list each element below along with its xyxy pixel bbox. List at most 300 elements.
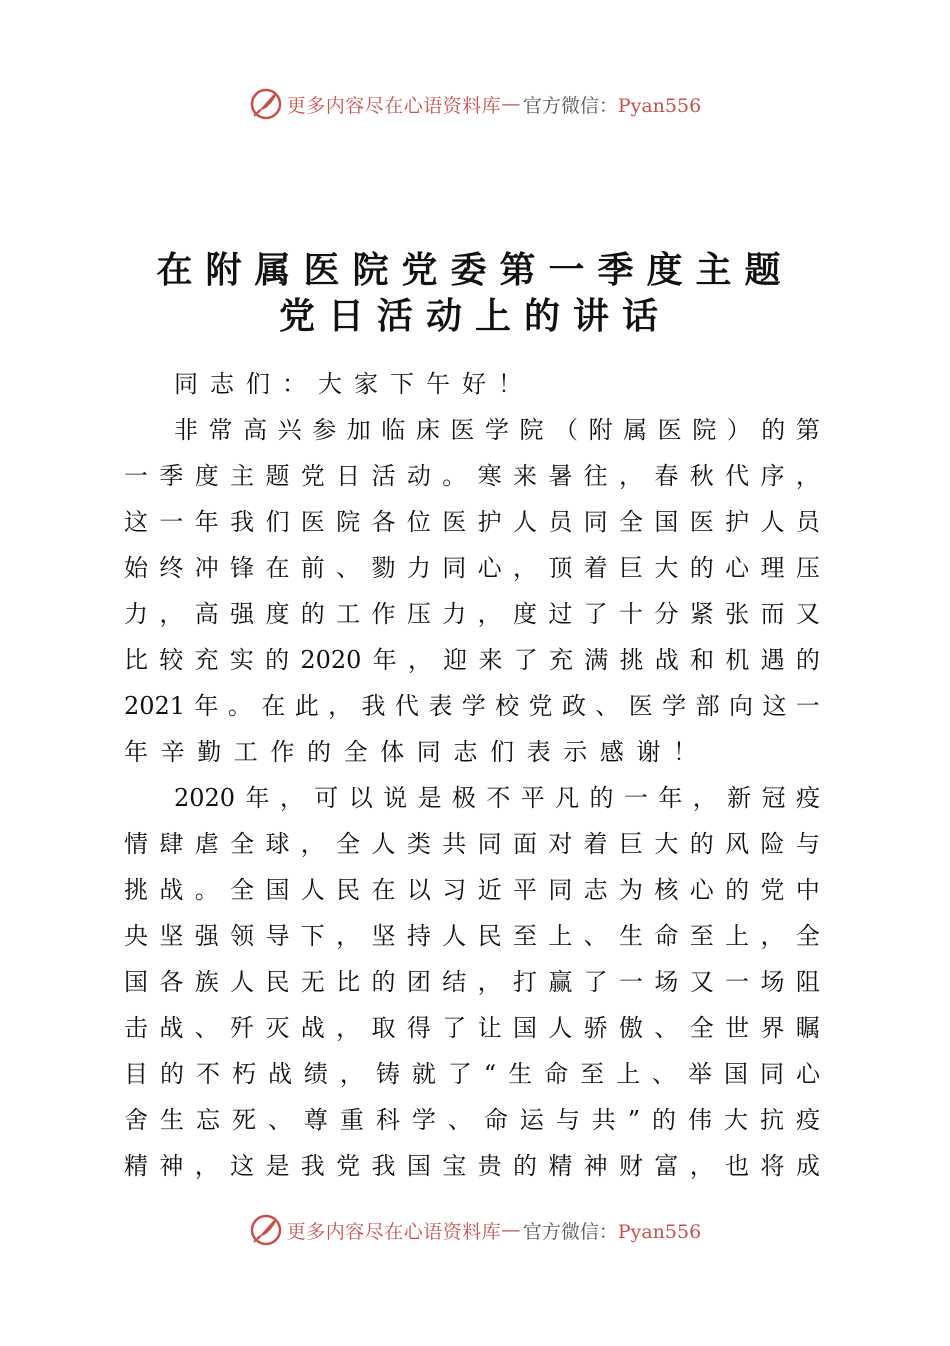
body-char: 精 — [548, 1152, 573, 1180]
body-char: 附 — [588, 416, 613, 444]
body-char: 这 — [762, 692, 787, 720]
body-char: 国 — [654, 508, 679, 536]
body-char: 的 — [795, 646, 820, 674]
body-char: 同 — [548, 876, 573, 904]
body-char: 了 — [583, 600, 608, 628]
body-char: 的 — [512, 1152, 537, 1180]
body-char: 们 — [265, 508, 290, 536]
body-char: 肆 — [159, 830, 184, 858]
body-char: 是 — [265, 1152, 290, 1180]
body-char: 就 — [411, 1060, 436, 1088]
body-char: 来 — [478, 646, 503, 674]
body-line — [124, 826, 820, 862]
body-char: 各 — [159, 968, 184, 996]
body-char: 宝 — [442, 1152, 467, 1180]
body-char: 是 — [417, 784, 442, 812]
body-char: 了 — [447, 1060, 472, 1088]
body-line — [124, 688, 820, 724]
body-char: 风 — [725, 830, 750, 858]
body-char: 世 — [725, 1014, 750, 1042]
body-char: 2021 — [124, 692, 186, 720]
body-char: 人 — [371, 830, 396, 858]
body-char: 临 — [381, 416, 406, 444]
body-char: 员 — [548, 508, 573, 536]
body-char: 无 — [300, 968, 325, 996]
body-char: 人 — [548, 1014, 573, 1042]
body-char: 歼 — [230, 1014, 255, 1042]
body-char: 战 — [654, 646, 679, 674]
body-char: 铸 — [375, 1060, 400, 1088]
body-char: 了 — [583, 968, 608, 996]
body-char: 而 — [760, 600, 785, 628]
body-char: 代 — [725, 462, 750, 490]
body-char: 冠 — [761, 784, 786, 812]
body-char: 目 — [124, 1060, 148, 1088]
body-char: 运 — [519, 1106, 544, 1134]
body-char: 巨 — [619, 554, 644, 582]
body-char: 举 — [688, 1060, 713, 1088]
body-char: 心 — [689, 876, 714, 904]
body-char: 场 — [760, 968, 785, 996]
body-char: 在 — [265, 554, 290, 582]
body-char: 全 — [619, 508, 644, 536]
body-char: 向 — [728, 692, 753, 720]
body-char: 疫 — [795, 1106, 820, 1134]
body-char: 取 — [371, 1014, 396, 1042]
body-char: 度 — [265, 600, 290, 628]
body-char: 以 — [406, 876, 431, 904]
body-char: 冲 — [194, 554, 219, 582]
body-char: 国 — [512, 1014, 537, 1042]
body-char: 前 — [300, 554, 325, 582]
body-char: ， — [407, 646, 432, 674]
body-char: 灭 — [265, 1014, 290, 1042]
body-char: 得 — [406, 1014, 431, 1042]
body-line — [124, 596, 820, 632]
body-char: 心 — [477, 554, 502, 582]
body-char: 战 — [159, 876, 184, 904]
body-char: 全 — [689, 1014, 714, 1042]
body-char: 的 — [589, 784, 614, 812]
body-char: ， — [159, 600, 184, 628]
body-char: 傲 — [619, 1014, 644, 1042]
body-char: 、 — [595, 692, 620, 720]
body-char: 可 — [314, 784, 339, 812]
body-char: 此 — [294, 692, 319, 720]
body-char: 人 — [230, 968, 255, 996]
body-char: 度 — [194, 462, 219, 490]
body-char: 年 — [658, 784, 683, 812]
body-char: 的 — [159, 1060, 184, 1088]
body-char: 虐 — [194, 830, 219, 858]
body-char: 结 — [442, 968, 467, 996]
body-char: 坚 — [159, 922, 184, 950]
body-char: 朽 — [231, 1060, 256, 1088]
body-char: 舍 — [124, 1106, 148, 1134]
body-char: 国 — [724, 1060, 749, 1088]
body-char: 各 — [371, 508, 396, 536]
body-char: 学 — [461, 692, 486, 720]
body-char: 战 — [267, 1060, 292, 1088]
body-line — [124, 872, 820, 908]
body-char: 和 — [690, 646, 715, 674]
body-char: 医 — [442, 508, 467, 536]
body-char: 锋 — [230, 554, 255, 582]
body-char: 护 — [477, 508, 502, 536]
body-char: 一 — [623, 784, 648, 812]
body-char: 暑 — [548, 462, 573, 490]
body-char: 序 — [760, 462, 785, 490]
body-char: 国 — [124, 968, 148, 996]
body-char: 坚 — [371, 922, 396, 950]
body-char: 国 — [265, 876, 290, 904]
body-char: 。 — [442, 462, 467, 490]
body-char: 秋 — [689, 462, 714, 490]
feather-logo-icon — [249, 1213, 283, 1247]
body-char: 同 — [477, 830, 502, 858]
body-char: 兴 — [277, 416, 302, 444]
body-char: 医 — [300, 508, 325, 536]
body-char: 充 — [194, 646, 219, 674]
body-char: 紧 — [689, 600, 714, 628]
banner-dash: — — [501, 1219, 521, 1241]
body-char: 在 — [371, 876, 396, 904]
body-char: 贵 — [477, 1152, 502, 1180]
body-char: 命 — [654, 922, 679, 950]
body-char: 族 — [194, 968, 219, 996]
body-char: 始 — [124, 554, 148, 582]
body-char: 院 — [692, 416, 717, 444]
body-char: 2020 — [174, 784, 236, 812]
body-char: 遇 — [760, 646, 785, 674]
body-char: 、 — [652, 1060, 677, 1088]
body-line — [124, 1010, 820, 1046]
body-char: 一 — [725, 968, 750, 996]
body-char: 、 — [194, 1014, 219, 1042]
body-char: “ — [483, 1060, 497, 1088]
body-char: 压 — [406, 600, 431, 628]
body-char: 活 — [371, 462, 396, 490]
body-char: 共 — [591, 1106, 616, 1134]
body-char: ， — [477, 968, 502, 996]
header-banner — [0, 82, 950, 126]
body-char: 让 — [477, 1014, 502, 1042]
body-char: 机 — [725, 646, 750, 674]
body-char: 党 — [528, 692, 553, 720]
body-char: 大 — [654, 830, 679, 858]
body-char: 对 — [548, 830, 573, 858]
body-line — [124, 918, 820, 954]
body-char: 医 — [628, 692, 653, 720]
body-char: 属 — [623, 416, 648, 444]
body-char: 为 — [619, 876, 644, 904]
body-char: 顶 — [548, 554, 573, 582]
body-char: ， — [619, 462, 644, 490]
body-char: （ — [554, 416, 579, 444]
body-char: 强 — [230, 600, 255, 628]
feather-logo-icon — [249, 87, 283, 121]
body-char: 季 — [159, 462, 184, 490]
body-char: 党 — [760, 876, 785, 904]
document-title-line-2: 党日活动上的讲话 — [278, 295, 671, 337]
body-char: 挑 — [619, 646, 644, 674]
body-char: 作 — [371, 600, 396, 628]
body-char: 平 — [520, 784, 545, 812]
body-char: 绩 — [303, 1060, 328, 1088]
body-char: 阻 — [795, 968, 820, 996]
body-char: 科 — [375, 1106, 400, 1134]
banner-contact-id: Pyan556 — [617, 1220, 702, 1243]
body-char: 大 — [654, 554, 679, 582]
banner-contact — [523, 1217, 701, 1244]
body-char: 国 — [406, 1152, 431, 1180]
body-char: 疫 — [795, 784, 820, 812]
body-char: 尊 — [303, 1106, 328, 1134]
body-char: 学 — [662, 692, 687, 720]
body-char: 比 — [336, 968, 361, 996]
body-char: 人 — [442, 922, 467, 950]
body-line — [124, 964, 820, 1000]
body-char: 我 — [371, 1152, 396, 1180]
body-char: 核 — [654, 876, 679, 904]
body-char: 死 — [231, 1106, 256, 1134]
body-char: 新 — [727, 784, 752, 812]
body-char: 表 — [428, 692, 453, 720]
body-char: 年 — [194, 508, 219, 536]
body-line — [124, 1056, 820, 1092]
body-char: 、 — [336, 554, 361, 582]
body-char: 这 — [230, 1152, 255, 1180]
body-char: 重 — [339, 1106, 364, 1134]
body-char: 第 — [795, 416, 820, 444]
body-char: 较 — [159, 646, 184, 674]
body-char: 民 — [477, 922, 502, 950]
body-char: 十 — [619, 600, 644, 628]
body-char: 球 — [265, 830, 290, 858]
body-char: 至 — [512, 922, 537, 950]
body-char: 主 — [230, 462, 255, 490]
body-char: 代 — [394, 692, 419, 720]
body-char: 的 — [725, 876, 750, 904]
body-char: 下 — [300, 922, 325, 950]
body-char: 同 — [442, 554, 467, 582]
body-char: 我 — [230, 508, 255, 536]
body-char: 生 — [508, 1060, 533, 1088]
body-char: ， — [336, 1014, 361, 1042]
body-char: 大 — [724, 1106, 749, 1134]
body-char: 精 — [124, 1152, 148, 1180]
body-char: 将 — [760, 1152, 785, 1180]
body-char: 领 — [230, 922, 255, 950]
body-char: 院 — [336, 508, 361, 536]
body-char: 位 — [406, 508, 431, 536]
body-char: 来 — [512, 462, 537, 490]
body-char: 这 — [124, 508, 148, 536]
body-char: 医 — [689, 508, 714, 536]
body-char: 上 — [616, 1060, 641, 1088]
body-char: 迎 — [443, 646, 468, 674]
body-char: 学 — [484, 416, 509, 444]
body-char: 又 — [795, 600, 820, 628]
body-char: ， — [336, 922, 361, 950]
body-char: ， — [689, 1152, 714, 1180]
body-char: 场 — [654, 968, 679, 996]
banner-contact-id: Pyan556 — [617, 94, 702, 117]
body-char: 险 — [760, 830, 785, 858]
body-char: 赢 — [548, 968, 573, 996]
body-char: 凡 — [555, 784, 580, 812]
body-char: 抗 — [760, 1106, 784, 1134]
body-char: 参 — [312, 416, 337, 444]
body-char: 又 — [689, 968, 714, 996]
body-char: 党 — [336, 1152, 361, 1180]
body-char: 持 — [406, 922, 431, 950]
body-char: 分 — [654, 600, 679, 628]
body-char: 床 — [415, 416, 440, 444]
body-char: 面 — [512, 830, 537, 858]
body-char: 党 — [300, 462, 325, 490]
body-char: 全 — [795, 922, 820, 950]
body-char: 。 — [227, 692, 252, 720]
body-char: 神 — [159, 1152, 184, 1180]
body-char: 也 — [725, 1152, 750, 1180]
body-char: 类 — [406, 830, 431, 858]
body-char: 题 — [265, 462, 290, 490]
body-char: 平 — [512, 876, 537, 904]
body-char: 生 — [619, 922, 644, 950]
body-char: 的 — [652, 1106, 677, 1134]
body-char: ， — [795, 462, 820, 490]
body-char: 至 — [580, 1060, 605, 1088]
body-char: 工 — [336, 600, 361, 628]
body-char: 成 — [795, 1152, 820, 1180]
body-char: 的 — [300, 600, 325, 628]
body-char: 常 — [208, 416, 233, 444]
body-char: 与 — [555, 1106, 580, 1134]
body-char: 上 — [548, 922, 573, 950]
body-line — [124, 458, 820, 494]
body-char: 伟 — [688, 1106, 713, 1134]
document-title-line-1: 在附属医院党委第一季度主题 — [156, 249, 794, 291]
body-char: 压 — [795, 554, 820, 582]
body-char: 与 — [795, 830, 820, 858]
body-char: ， — [194, 1152, 219, 1180]
body-char: 极 — [451, 784, 476, 812]
banner-contact — [523, 91, 701, 118]
body-char: 习 — [442, 876, 467, 904]
body-char: 瞩 — [795, 1014, 820, 1042]
body-line — [124, 1148, 820, 1184]
body-char: 。 — [194, 876, 219, 904]
body-char: 了 — [442, 1014, 467, 1042]
body-char: 民 — [336, 876, 361, 904]
body-char: ， — [760, 922, 785, 950]
body-char: 春 — [654, 462, 679, 490]
body-char: 一 — [619, 968, 644, 996]
body-char: 不 — [486, 784, 511, 812]
body-char: 政 — [561, 692, 586, 720]
body-char: 情 — [124, 830, 148, 858]
body-char: 神 — [583, 1152, 608, 1180]
body-char: 学 — [411, 1106, 436, 1134]
body-char: 同 — [583, 508, 608, 536]
body-char: 2020 — [300, 646, 362, 674]
body-char: ， — [300, 830, 325, 858]
body-char: 着 — [583, 830, 608, 858]
body-char: 忘 — [195, 1106, 220, 1134]
body-char: 强 — [194, 922, 219, 950]
body-char: 人 — [300, 876, 325, 904]
banner-slogan: 更多内容尽在心语资料库 — [286, 94, 502, 117]
body-char: 理 — [760, 554, 785, 582]
body-char: 的 — [761, 416, 786, 444]
body-char: 富 — [654, 1152, 679, 1180]
body-char: 高 — [243, 416, 268, 444]
body-char: 全 — [230, 830, 255, 858]
body-char: 界 — [760, 1014, 785, 1042]
body-char: 着 — [583, 554, 608, 582]
body-char: ， — [279, 784, 304, 812]
body-char: 力 — [406, 554, 431, 582]
body-char: 中 — [795, 876, 820, 904]
body-char: 、 — [654, 1014, 679, 1042]
body-char: 勠 — [371, 554, 396, 582]
body-char: 的 — [371, 968, 396, 996]
body-char: ， — [692, 784, 717, 812]
body-char: 员 — [795, 508, 820, 536]
body-char: 、 — [447, 1106, 472, 1134]
body-char: 力 — [442, 600, 467, 628]
body-char: 部 — [695, 692, 720, 720]
body-char: 高 — [194, 600, 219, 628]
body-char: 生 — [159, 1106, 184, 1134]
body-char: 心 — [795, 1060, 820, 1088]
body-char: 终 — [159, 554, 184, 582]
body-char: 过 — [548, 600, 573, 628]
body-char: 战 — [300, 1014, 325, 1042]
body-char: 命 — [483, 1106, 508, 1134]
banner-dash: — — [501, 93, 521, 115]
body-char: 加 — [346, 416, 371, 444]
body-char: 民 — [265, 968, 290, 996]
body-line — [124, 642, 820, 678]
body-char: 打 — [512, 968, 537, 996]
body-char: 全 — [230, 876, 255, 904]
body-char: 比 — [124, 646, 148, 674]
body-char: 团 — [406, 968, 431, 996]
body-char: 我 — [361, 692, 386, 720]
body-char: 年 — [245, 784, 270, 812]
body-char: 医 — [450, 416, 475, 444]
body-char: 了 — [513, 646, 538, 674]
body-char: 央 — [124, 922, 148, 950]
body-char: 说 — [383, 784, 408, 812]
body-char: ， — [328, 692, 353, 720]
body-line — [124, 550, 820, 586]
body-char: 一 — [159, 508, 184, 536]
body-char: 年 — [194, 692, 219, 720]
body-char: 一 — [124, 462, 148, 490]
body-char: 人 — [760, 508, 785, 536]
body-char: 挑 — [124, 876, 148, 904]
body-char: 满 — [584, 646, 609, 674]
body-char: 不 — [195, 1060, 220, 1088]
body-char: 、 — [267, 1106, 292, 1134]
body-char: ， — [512, 554, 537, 582]
body-line: 年辛勤工作的全体同志们表示感谢！ — [124, 738, 710, 766]
body-char: 心 — [725, 554, 750, 582]
body-char: 导 — [265, 922, 290, 950]
